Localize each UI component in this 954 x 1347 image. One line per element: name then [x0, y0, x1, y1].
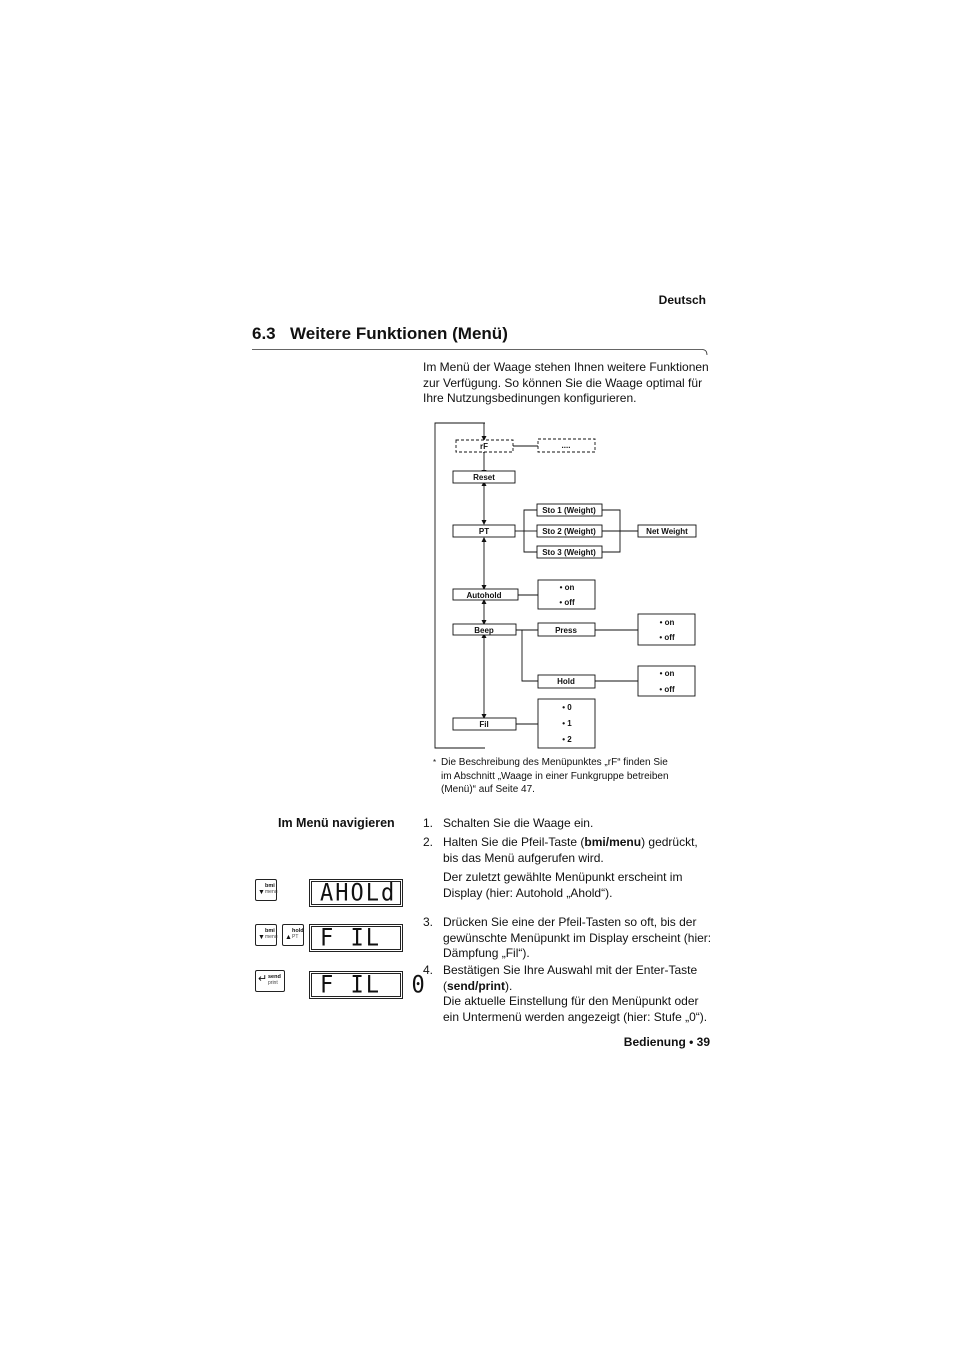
display-fil-0	[309, 971, 427, 1000]
step-3	[423, 915, 713, 962]
menu-label-reset: Reset	[473, 473, 495, 482]
autohold-option-off: • off	[559, 598, 575, 607]
rf-sub-label: ....	[561, 441, 571, 450]
bmi-menu-key	[255, 924, 277, 946]
key-label: hold	[292, 928, 304, 934]
step-1	[423, 816, 713, 832]
footnote-line-3: (Menü)“ auf Seite 47.	[441, 784, 535, 795]
step-number: 2.	[423, 835, 434, 849]
key-sublabel: menu	[265, 889, 278, 895]
display-fil	[309, 924, 403, 952]
key-sublabel: menu	[265, 934, 278, 940]
display-text: AHOLd	[320, 879, 397, 908]
key-sublabel: PT	[292, 934, 299, 940]
footnote-line-2: im Abschnitt „Waage in einer Funkgruppe betreiben	[441, 770, 669, 782]
footnote	[433, 756, 703, 797]
step-text: Bestätigen Sie Ihre Auswahl mit der Enter-Taste (send/print).	[443, 963, 698, 993]
fil-option-0: • 0	[562, 703, 572, 712]
beep-sub-press: Press	[555, 626, 577, 635]
key-label: send	[268, 974, 281, 980]
display-text: F IL	[320, 924, 381, 953]
send-print-key	[255, 970, 285, 992]
arrow-down-icon: ▼	[258, 889, 265, 896]
section-rule	[252, 348, 708, 358]
menu-label-beep: Beep	[474, 626, 494, 635]
step-text: Schalten Sie die Waage ein.	[443, 816, 594, 830]
fil-option-2: • 2	[562, 735, 572, 744]
press-option-off: • off	[659, 633, 675, 642]
menu-diagram	[420, 415, 710, 755]
display-ahold	[309, 879, 403, 907]
footnote-marker: *	[433, 758, 437, 767]
key-label: bmi	[265, 928, 275, 934]
menu-label-fil: Fil	[479, 720, 489, 729]
menu-label-autohold: Autohold	[466, 591, 502, 600]
language-label: Deutsch	[658, 293, 706, 307]
arrow-down-icon: ▼	[258, 934, 265, 941]
autohold-option-on: • on	[559, 583, 575, 592]
key-sublabel: print	[268, 980, 278, 986]
key-label: bmi	[265, 883, 275, 889]
step-number: 1.	[423, 816, 434, 830]
arrow-up-icon: ▲	[285, 934, 292, 941]
pt-sub-label-3: Sto 3 (Weight)	[542, 548, 596, 557]
display-text: F IL 0	[320, 971, 427, 1000]
section-number: 6.3	[252, 324, 276, 343]
step-number: 4.	[423, 963, 434, 977]
enter-icon: ↵	[258, 973, 268, 985]
beep-sub-hold: Hold	[557, 677, 575, 686]
hold-option-off: • off	[659, 685, 675, 694]
fil-option-1: • 1	[562, 719, 572, 728]
pt-sub-label-1: Sto 1 (Weight)	[542, 506, 596, 515]
menu-label-pt: PT	[478, 527, 490, 536]
net-weight-label: Net Weight	[646, 527, 688, 536]
page-footer: Bedienung • 39	[623, 1035, 710, 1049]
step-text: Halten Sie die Pfeil-Taste (bmi/menu) gedrückt, bis das Menü aufgerufen wird.	[443, 835, 698, 865]
step-extra: Der zuletzt gewählte Menüpunkt erscheint im Display (hier: Autohold „Ahold“).	[443, 870, 683, 900]
footnote-line-1: Die Beschreibung des Menüpunktes „rF“ finden Sie	[441, 757, 668, 768]
section-title	[252, 324, 508, 344]
menu-label-rf: rF	[480, 442, 488, 451]
intro-paragraph: Im Menü der Waage stehen Ihnen weitere Funktionen zur Verfügung. So können Sie die Waage optimal für Ihre Nutzungsbedinungen konfigurieren.	[423, 360, 709, 405]
navigation-heading: Im Menü navigieren	[278, 816, 395, 830]
step-text: Drücken Sie eine der Pfeil-Tasten so oft, bis der gewünschte Menüpunkt im Display erscheint (hier: Dämpfung „Fil“).	[443, 915, 712, 960]
press-option-on: • on	[659, 618, 675, 627]
pt-sub-label-2: Sto 2 (Weight)	[542, 527, 596, 536]
step-extra: Die aktuelle Einstellung für den Menüpunkt oder ein Untermenü werden angezeigt (hier: Stufe „0“).	[443, 994, 708, 1024]
hold-option-on: • on	[659, 669, 675, 678]
step-2	[423, 835, 713, 901]
section-title-text: Weitere Funktionen (Menü)	[290, 324, 508, 343]
hold-pt-key	[282, 924, 304, 946]
step-4	[423, 963, 713, 1025]
step-number: 3.	[423, 915, 434, 929]
bmi-menu-key	[255, 879, 277, 901]
